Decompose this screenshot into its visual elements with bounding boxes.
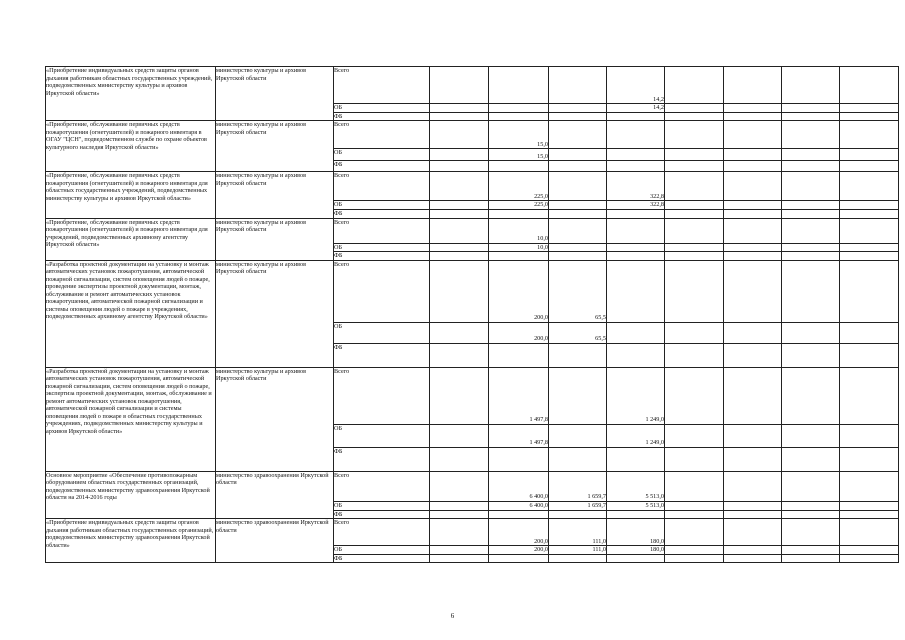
amount-cell [840, 209, 899, 218]
amount-cell [607, 243, 665, 252]
amount-cell [724, 209, 782, 218]
amount-cell [549, 554, 607, 563]
amount-cell [840, 519, 899, 546]
amount-cell [549, 172, 607, 201]
amount-cell [782, 161, 840, 172]
amount-cell [724, 510, 782, 519]
amount-cell [840, 243, 899, 252]
amount-cell [549, 343, 607, 367]
amount-cell [782, 424, 840, 447]
amount-cell [724, 218, 782, 243]
amount-cell [607, 112, 665, 121]
amount-cell [489, 112, 549, 121]
amount-cell [840, 172, 899, 201]
amount-cell [665, 519, 724, 546]
amount-cell [489, 209, 549, 218]
amount-cell [665, 112, 724, 121]
activity-description: «Приобретение, обслуживание первичных средств пожаротушения (огнетушителей) и пожарного инвентаря для областных государственных учреждений, подведомственных министерству культуры и архивов Иркутской области» [46, 172, 216, 219]
amount-cell [430, 149, 489, 161]
amount-cell [840, 67, 899, 104]
funding-source: ОБ [334, 424, 430, 447]
amount-cell [549, 367, 607, 424]
amount-cell: 5 513,0 [607, 471, 665, 501]
amount-cell: 200,0 [489, 260, 549, 322]
activity-description: «Приобретение, обслуживание первичных средств пожаротушения (огнетушителей) и пожарного инвентаря в ОГАУ "ЦСН", подведомственном службе по охране объектов культурного наследия Иркутской области» [46, 121, 216, 172]
amount-cell [665, 367, 724, 424]
funding-source: ОБ [334, 104, 430, 113]
amount-cell [430, 243, 489, 252]
amount-cell [489, 447, 549, 471]
amount-cell [840, 161, 899, 172]
amount-cell: 200,0 [489, 322, 549, 343]
amount-cell [665, 201, 724, 210]
amount-cell [607, 121, 665, 149]
amount-cell [782, 218, 840, 243]
amount-cell [665, 424, 724, 447]
amount-cell [665, 161, 724, 172]
funding-source: ФБ [334, 252, 430, 261]
amount-cell [489, 252, 549, 261]
amount-cell [840, 367, 899, 424]
amount-cell [549, 67, 607, 104]
amount-cell [489, 67, 549, 104]
amount-cell: 1 249,0 [607, 367, 665, 424]
amount-cell [430, 252, 489, 261]
amount-cell: 322,8 [607, 201, 665, 210]
amount-cell [489, 104, 549, 113]
amount-cell [607, 209, 665, 218]
amount-cell [840, 501, 899, 510]
amount-cell [782, 519, 840, 546]
funding-source: ФБ [334, 343, 430, 367]
amount-cell [782, 447, 840, 471]
amount-cell [430, 343, 489, 367]
funding-source: Всего [334, 218, 430, 243]
amount-cell [665, 218, 724, 243]
amount-cell [840, 104, 899, 113]
amount-cell [724, 172, 782, 201]
amount-cell [724, 554, 782, 563]
amount-cell [607, 252, 665, 261]
amount-cell [782, 112, 840, 121]
amount-cell [724, 260, 782, 322]
amount-cell [549, 447, 607, 471]
funding-source: ФБ [334, 161, 430, 172]
funding-source: Всего [334, 471, 430, 501]
amount-cell: 322,8 [607, 172, 665, 201]
amount-cell [782, 367, 840, 424]
amount-cell [430, 519, 489, 546]
table-row [46, 121, 899, 149]
table-row [46, 519, 899, 546]
responsible-executor: министерство культуры и архивов Иркутской области [216, 121, 334, 172]
amount-cell [430, 201, 489, 210]
responsible-executor: министерство здравоохранения Иркутской области [216, 519, 334, 563]
amount-cell [430, 218, 489, 243]
amount-cell [430, 121, 489, 149]
amount-cell [489, 554, 549, 563]
amount-cell [782, 501, 840, 510]
amount-cell [782, 149, 840, 161]
amount-cell: 65,5 [549, 260, 607, 322]
amount-cell [782, 554, 840, 563]
responsible-executor: министерство культуры и архивов Иркутской области [216, 260, 334, 367]
amount-cell [840, 121, 899, 149]
amount-cell [607, 447, 665, 471]
amount-cell [724, 121, 782, 149]
amount-cell [782, 243, 840, 252]
amount-cell [549, 510, 607, 519]
amount-cell [665, 149, 724, 161]
amount-cell [782, 67, 840, 104]
activity-description: «Приобретение, обслуживание первичных средств пожаротушения (огнетушителей) и пожарного инвентаря для учреждений, подведомственных архивному агентству Иркутской области» [46, 218, 216, 260]
amount-cell [607, 510, 665, 519]
amount-cell [782, 343, 840, 367]
amount-cell [607, 260, 665, 322]
amount-cell: 10,0 [489, 243, 549, 252]
funding-source: ФБ [334, 554, 430, 563]
responsible-executor: министерство культуры и архивов Иркутской области [216, 367, 334, 471]
amount-cell: 180,0 [607, 546, 665, 555]
amount-cell [840, 112, 899, 121]
amount-cell [665, 554, 724, 563]
amount-cell [430, 161, 489, 172]
funding-source: ФБ [334, 447, 430, 471]
amount-cell [665, 121, 724, 149]
amount-cell [840, 343, 899, 367]
amount-cell [430, 367, 489, 424]
amount-cell [782, 546, 840, 555]
amount-cell: 6 400,0 [489, 471, 549, 501]
amount-cell: 225,0 [489, 172, 549, 201]
amount-cell: 111,0 [549, 546, 607, 555]
amount-cell [430, 104, 489, 113]
amount-cell: 10,0 [489, 218, 549, 243]
amount-cell [840, 322, 899, 343]
amount-cell: 1 497,8 [489, 367, 549, 424]
amount-cell: 200,0 [489, 519, 549, 546]
amount-cell [665, 322, 724, 343]
amount-cell: 1 249,0 [607, 424, 665, 447]
amount-cell [489, 510, 549, 519]
amount-cell [430, 209, 489, 218]
table-row [46, 218, 899, 243]
amount-cell [724, 546, 782, 555]
amount-cell [724, 471, 782, 501]
amount-cell [549, 424, 607, 447]
amount-cell [782, 260, 840, 322]
amount-cell [840, 471, 899, 501]
amount-cell [665, 447, 724, 471]
amount-cell [665, 209, 724, 218]
funding-source: ОБ [334, 149, 430, 161]
amount-cell [665, 501, 724, 510]
activity-description: «Разработка проектной документации на установку и монтаж автоматических установок пожаротушения, автоматической пожарной сигнализации, систем оповещения людей о пожаре, проведение экспертизы проектной документации, монтаж, обслуживание и ремонт автоматических установок пожаротушения, автоматической пожарной сигнализации и системы оповещения людей о пожаре в учреждениях, подведомственных архивному агентству Иркутской области» [46, 260, 216, 367]
amount-cell [430, 447, 489, 471]
amount-cell [549, 201, 607, 210]
amount-cell [665, 172, 724, 201]
program-activities-table [45, 66, 899, 563]
amount-cell [430, 501, 489, 510]
amount-cell: 111,0 [549, 519, 607, 546]
amount-cell [549, 209, 607, 218]
amount-cell [724, 104, 782, 113]
amount-cell [607, 554, 665, 563]
amount-cell [549, 161, 607, 172]
table-row [46, 471, 899, 501]
amount-cell [724, 322, 782, 343]
amount-cell [840, 252, 899, 261]
amount-cell [840, 554, 899, 563]
amount-cell [840, 149, 899, 161]
amount-cell: 6 400,0 [489, 501, 549, 510]
amount-cell: 15,0 [489, 121, 549, 149]
amount-cell [430, 260, 489, 322]
funding-source: ОБ [334, 243, 430, 252]
amount-cell [782, 209, 840, 218]
amount-cell: 15,0 [489, 149, 549, 161]
funding-source: ОБ [334, 546, 430, 555]
amount-cell [430, 67, 489, 104]
amount-cell [489, 161, 549, 172]
amount-cell [782, 104, 840, 113]
amount-cell: 14,2 [607, 67, 665, 104]
amount-cell [665, 546, 724, 555]
amount-cell [665, 260, 724, 322]
amount-cell [782, 252, 840, 261]
amount-cell [607, 322, 665, 343]
amount-cell [782, 201, 840, 210]
amount-cell [724, 201, 782, 210]
amount-cell [430, 172, 489, 201]
amount-cell [549, 104, 607, 113]
table-row [46, 367, 899, 424]
amount-cell: 65,5 [549, 322, 607, 343]
amount-cell [782, 322, 840, 343]
amount-cell [724, 424, 782, 447]
amount-cell [549, 218, 607, 243]
amount-cell [782, 510, 840, 519]
amount-cell [782, 471, 840, 501]
amount-cell [665, 67, 724, 104]
amount-cell [840, 260, 899, 322]
amount-cell: 5 513,0 [607, 501, 665, 510]
activity-description: «Приобретение индивидуальных средств защиты органов дыхания работникам областных государственных организаций, подведомственных министерству здравоохранения Иркутской области» [46, 519, 216, 563]
activity-description: «Разработка проектной документации на установку и монтаж автоматических установок пожаротушения, автоматической пожарной сигнализации, систем оповещения людей о пожаре, экспертиза проектной документации, монтаж, обслуживание и ремонт автоматических установок пожаротушения, автоматической пожарной сигнализации и системы оповещения людей о пожаре в областных государственных учреждениях, подведомственных министерству культуры и архивов Иркутской области» [46, 367, 216, 471]
table-row [46, 67, 899, 104]
amount-cell: 200,0 [489, 546, 549, 555]
amount-cell [724, 161, 782, 172]
page-number: 6 [450, 612, 455, 620]
amount-cell [489, 343, 549, 367]
amount-cell [430, 322, 489, 343]
funding-source: ОБ [334, 501, 430, 510]
responsible-executor: министерство культуры и архивов Иркутской области [216, 67, 334, 121]
amount-cell [607, 218, 665, 243]
amount-cell [430, 424, 489, 447]
amount-cell [549, 121, 607, 149]
amount-cell [724, 243, 782, 252]
table-row [46, 260, 899, 322]
amount-cell [840, 546, 899, 555]
amount-cell [724, 447, 782, 471]
amount-cell [430, 471, 489, 501]
funding-source: ФБ [334, 112, 430, 121]
amount-cell [724, 149, 782, 161]
amount-cell [665, 104, 724, 113]
amount-cell [724, 519, 782, 546]
amount-cell: 180,0 [607, 519, 665, 546]
funding-source: Всего [334, 121, 430, 149]
amount-cell [430, 112, 489, 121]
funding-source: ФБ [334, 209, 430, 218]
amount-cell [724, 67, 782, 104]
amount-cell [840, 218, 899, 243]
amount-cell [607, 149, 665, 161]
amount-cell: 1 659,7 [549, 501, 607, 510]
amount-cell [549, 149, 607, 161]
amount-cell [782, 172, 840, 201]
amount-cell [430, 546, 489, 555]
amount-cell [665, 252, 724, 261]
amount-cell [607, 161, 665, 172]
amount-cell [665, 343, 724, 367]
amount-cell [724, 112, 782, 121]
amount-cell [840, 424, 899, 447]
amount-cell [430, 554, 489, 563]
amount-cell [665, 471, 724, 501]
activity-description: Основное мероприятие «Обеспечение противопожарным оборудованием областных государственных организаций, подведомственных министерству здравоохранения Иркутской области на 2014-2016 годы [46, 471, 216, 519]
responsible-executor: министерство здравоохранения Иркутской области [216, 471, 334, 519]
amount-cell [607, 343, 665, 367]
amount-cell [840, 510, 899, 519]
responsible-executor: министерство культуры и архивов Иркутской области [216, 218, 334, 260]
amount-cell [549, 243, 607, 252]
funding-source: ОБ [334, 201, 430, 210]
amount-cell [724, 367, 782, 424]
amount-cell: 225,0 [489, 201, 549, 210]
amount-cell [840, 447, 899, 471]
amount-cell: 1 659,7 [549, 471, 607, 501]
amount-cell: 14,2 [607, 104, 665, 113]
amount-cell [724, 343, 782, 367]
responsible-executor: министерство культуры и архивов Иркутской области [216, 172, 334, 219]
amount-cell [724, 501, 782, 510]
amount-cell [840, 201, 899, 210]
funding-source: Всего [334, 260, 430, 322]
activity-description: «Приобретение индивидуальных средств защиты органов дыхания работникам областных государственных учреждений, подведомственных министерству культуры и архивов Иркутской области» [46, 67, 216, 121]
amount-cell [430, 510, 489, 519]
funding-source: ОБ [334, 322, 430, 343]
funding-source: Всего [334, 172, 430, 201]
amount-cell [782, 121, 840, 149]
amount-cell [724, 252, 782, 261]
funding-source: ФБ [334, 510, 430, 519]
amount-cell [549, 112, 607, 121]
table-row [46, 172, 899, 201]
funding-source: Всего [334, 519, 430, 546]
amount-cell: 1 497,8 [489, 424, 549, 447]
amount-cell [549, 252, 607, 261]
amount-cell [665, 243, 724, 252]
funding-source: Всего [334, 367, 430, 424]
funding-source: Всего [334, 67, 430, 104]
amount-cell [665, 510, 724, 519]
